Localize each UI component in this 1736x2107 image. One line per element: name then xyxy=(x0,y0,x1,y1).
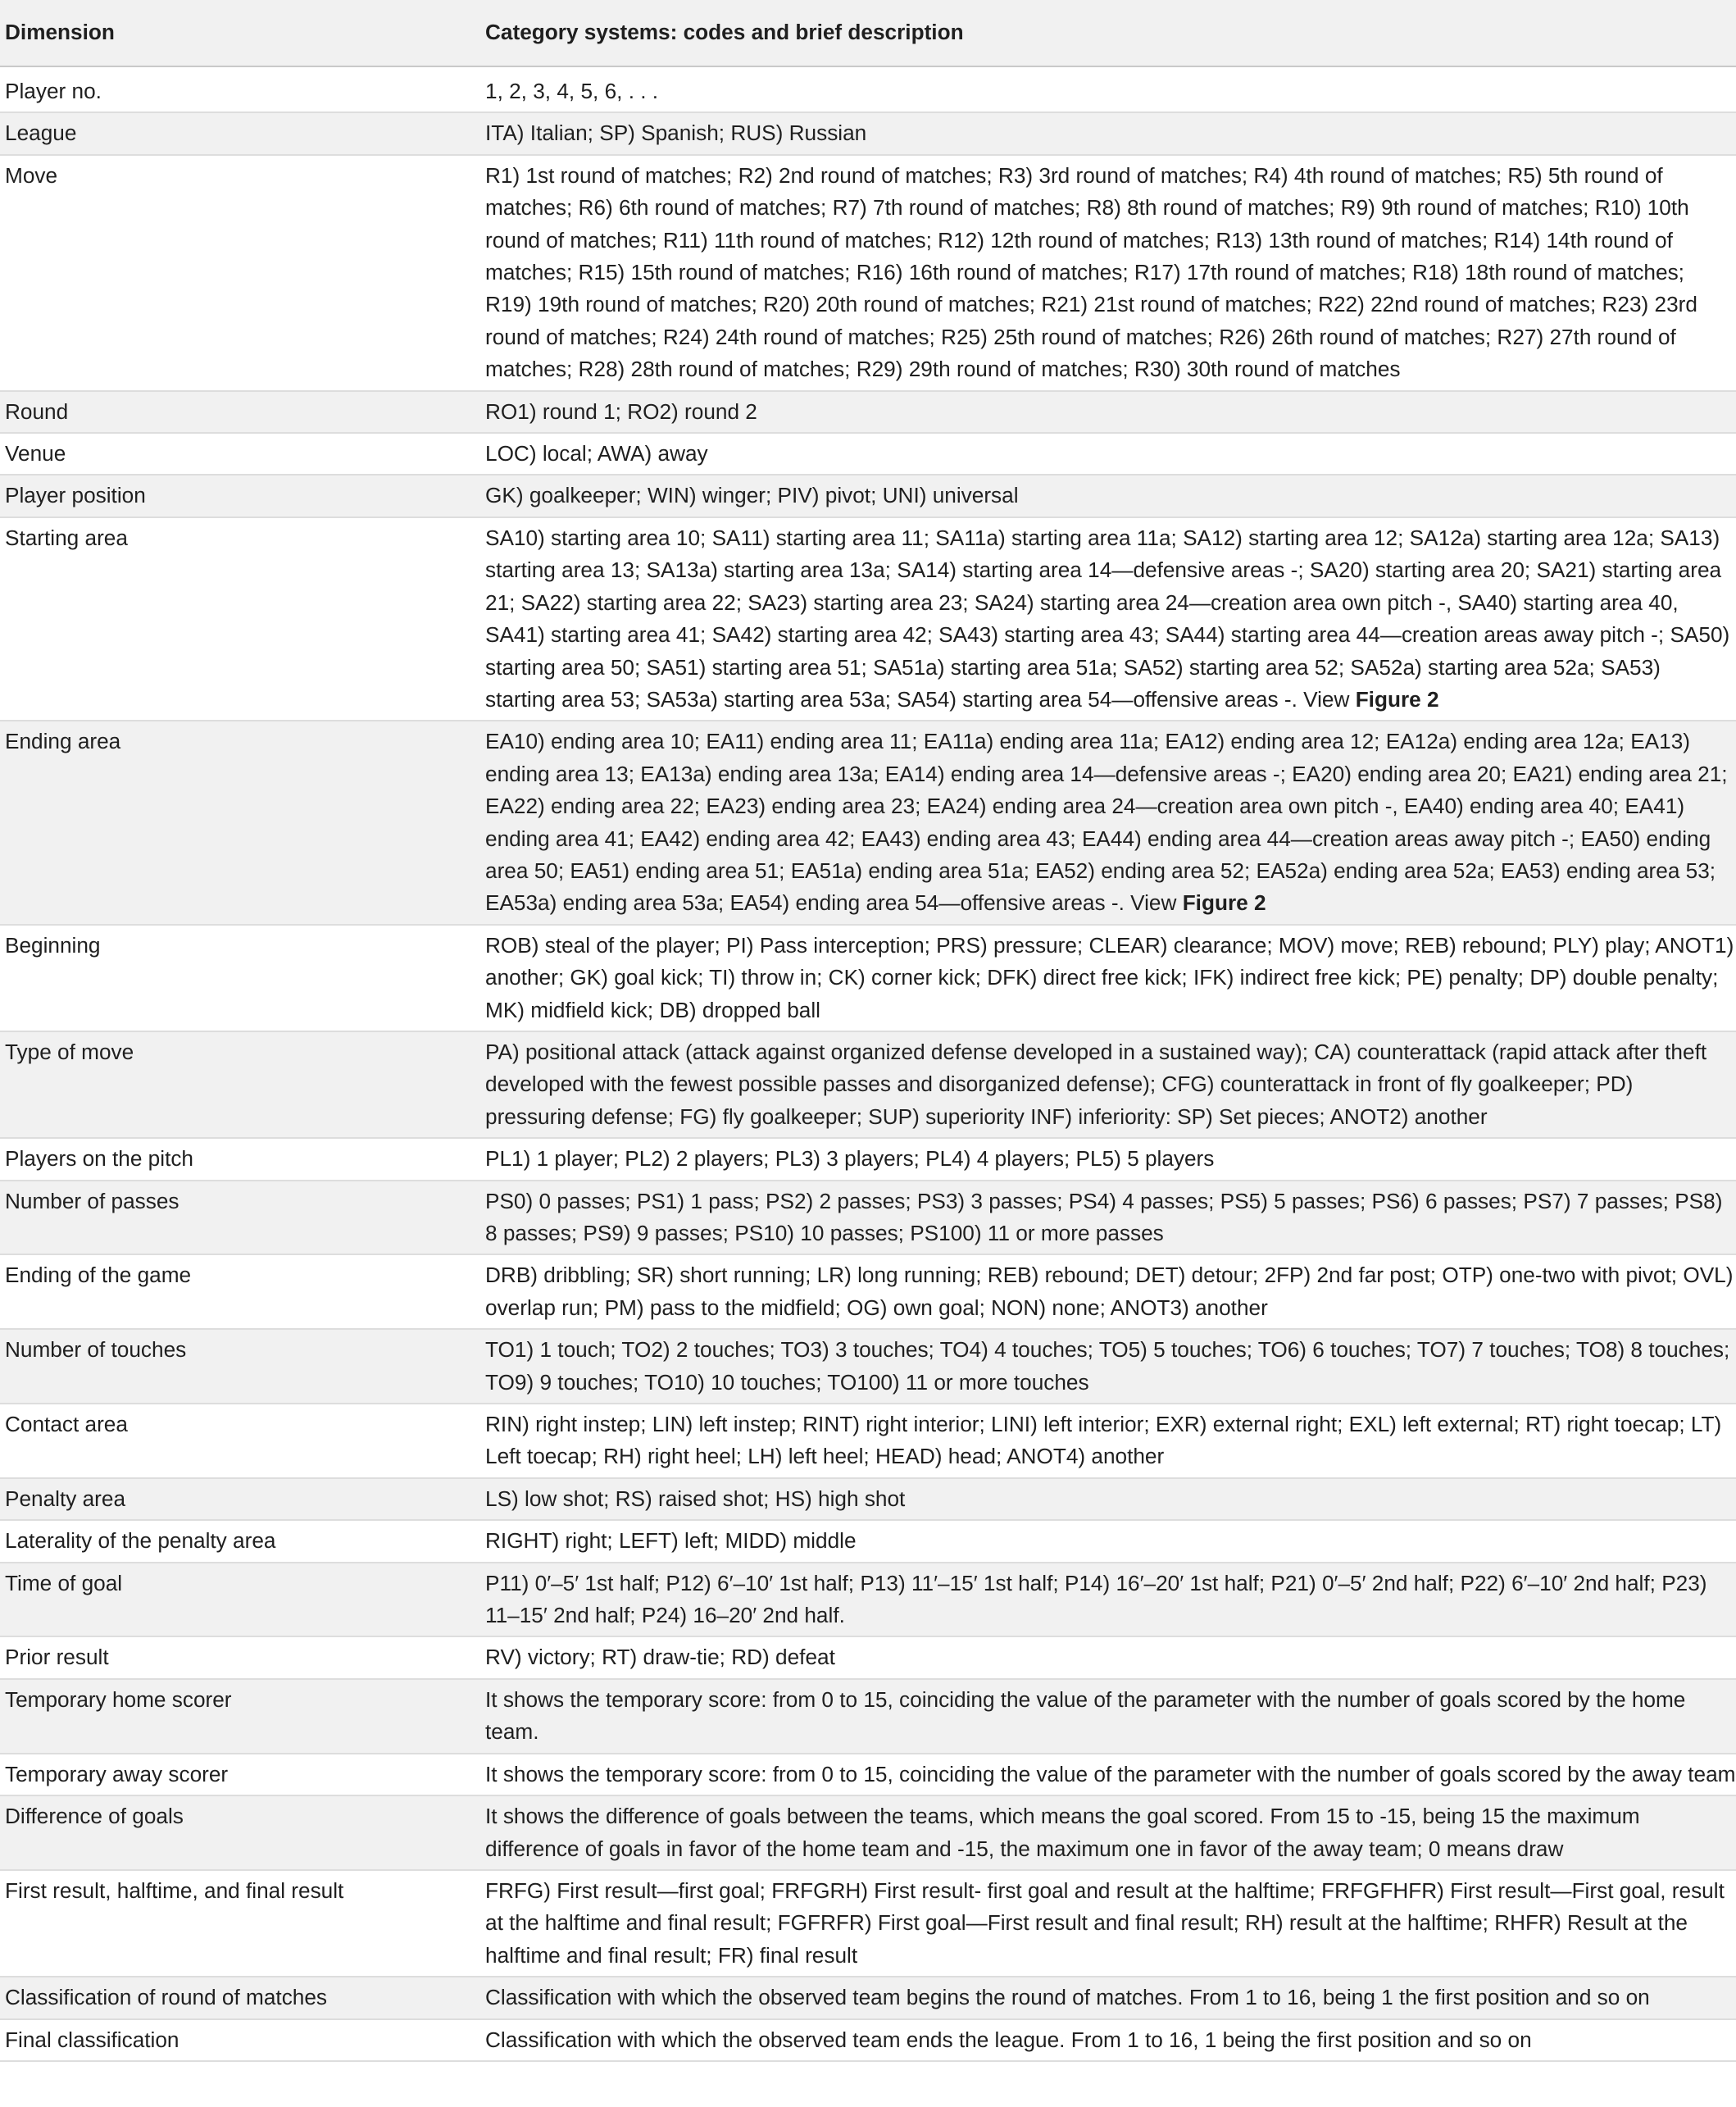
description-cell: TO1) 1 touch; TO2) 2 touches; TO3) 3 touches; TO4) 4 touches; TO5) 5 touches; TO6) 6 touches; TO7) 7 touches; TO8) 8 touches; TO9) 9 touches; TO10) 10 touches; TO100) 11 or more touches xyxy=(485,1329,1736,1404)
description-cell: PS0) 0 passes; PS1) 1 pass; PS2) 2 passes; PS3) 3 passes; PS4) 4 passes; PS5) 5 passes; PS6) 6 passes; PS7) 7 passes; PS8) 8 passes; PS9) 9 passes; PS10) 10 passes; PS100) 11 or more passes xyxy=(485,1181,1736,1255)
table-row xyxy=(0,391,1736,433)
dimension-cell: Contact area xyxy=(0,1404,485,1478)
description-text: EA10) ending area 10; EA11) ending area 11; EA11a) ending area 11a; EA12) ending area 12; EA12a) ending area 12a; EA13) ending area 13; EA13a) ending area 13a; EA14) ending area 14—defensive areas -; EA20) ending area 20; EA21) ending area 21; EA22) ending area 22; EA23) ending area 23; EA24) ending area 24—creation area own pitch -, EA40) ending area 40; EA41) ending area 41; EA42) ending area 42; EA43) ending area 43; EA44) ending area 44—creation areas away pitch -; EA50) ending area 50; EA51) ending area 51; EA51a) ending area 51a; EA52) ending area 52; EA52a) ending area 52a; EA53) ending area 53; EA53a) ending area 53a; EA54) ending area 54—offensive areas -. View xyxy=(485,729,1728,916)
description-cell: It shows the difference of goals between the teams, which means the goal scored. From 15 to -15, being 15 the maximum difference of goals in favor of the home team and -15, the maximum one in favor of the away team; 0 means draw xyxy=(485,1795,1736,1870)
description-cell: FRFG) First result—first goal; FRFGRH) First result- first goal and result at the halftime; FRFGFHFR) First result—First goal, result at the halftime and final result; FGFRFR) First goal—First result and final result; RH) result at the halftime; RHFR) Result at the halftime and final result; FR) final result xyxy=(485,1870,1736,1977)
table-row xyxy=(0,433,1736,475)
table-row xyxy=(0,1870,1736,1977)
table-row xyxy=(0,925,1736,1031)
dimension-cell: Classification of round of matches xyxy=(0,1977,485,2018)
table-row xyxy=(0,1795,1736,1870)
description-cell: ITA) Italian; SP) Spanish; RUS) Russian xyxy=(485,112,1736,154)
dimension-cell: Final classification xyxy=(0,2019,485,2061)
dimension-cell: Player no. xyxy=(0,66,485,112)
header-row xyxy=(0,0,1736,66)
table-row xyxy=(0,155,1736,391)
dimension-cell: Time of goal xyxy=(0,1563,485,1637)
table-row xyxy=(0,1636,1736,1678)
dimension-cell: Venue xyxy=(0,433,485,475)
description-cell: It shows the temporary score: from 0 to 15, coinciding the value of the parameter with the number of goals scored by the away team xyxy=(485,1754,1736,1795)
description-cell: PA) positional attack (attack against organized defense developed in a sustained way); CA) counterattack (rapid attack after theft developed with the fewest possible passes and disorganized defense); CFG) counterattack in front of fly goalkeeper; PD) pressuring defense; FG) fly goalkeeper; SUP) superiority INF) inferiority: SP) Set pieces; ANOT2) another xyxy=(485,1031,1736,1138)
description-cell: RO1) round 1; RO2) round 2 xyxy=(485,391,1736,433)
dimension-cell: Temporary away scorer xyxy=(0,1754,485,1795)
dimension-cell: League xyxy=(0,112,485,154)
dimension-cell: Type of move xyxy=(0,1031,485,1138)
description-cell: P11) 0′–5′ 1st half; P12) 6′–10′ 1st half; P13) 11′–15′ 1st half; P14) 16′–20′ 1st half; P21) 0′–5′ 2nd half; P22) 6′–10′ 2nd half; P23) 11–15′ 2nd half; P24) 16–20′ 2nd half. xyxy=(485,1563,1736,1637)
table-row xyxy=(0,66,1736,112)
dimension-cell: Round xyxy=(0,391,485,433)
dimension-cell: Ending area xyxy=(0,721,485,924)
dimension-cell: Difference of goals xyxy=(0,1795,485,1870)
table-row xyxy=(0,1138,1736,1180)
description-cell: R1) 1st round of matches; R2) 2nd round of matches; R3) 3rd round of matches; R4) 4th round of matches; R5) 5th round of matches; R6) 6th round of matches; R7) 7th round of matches; R8) 8th round of matches; R9) 9th round of matches; R10) 10th round of matches; R11) 11th round of matches; R12) 12th round of matches; R13) 13th round of matches; R14) 14th round of matches; R15) 15th round of matches; R16) 16th round of matches; R17) 17th round of matches; R18) 18th round of matches; R19) 19th round of matches; R20) 20th round of matches; R21) 21st round of matches; R22) 22nd round of matches; R23) 23rd round of matches; R24) 24th round of matches; R25) 25th round of matches; R26) 26th round of matches; R27) 27th round of matches; R28) 28th round of matches; R29) 29th round of matches; R30) 30th round of matches xyxy=(485,155,1736,391)
dimension-cell: Laterality of the penalty area xyxy=(0,1520,485,1562)
description-cell: RIN) right instep; LIN) left instep; RINT) right interior; LINI) left interior; EXR) external right; EXL) left external; RT) right toecap; LT) Left toecap; RH) right heel; LH) left heel; HEAD) head; ANOT4) another xyxy=(485,1404,1736,1478)
table-row xyxy=(0,1254,1736,1329)
description-cell: ROB) steal of the player; PI) Pass interception; PRS) pressure; CLEAR) clearance; MOV) move; REB) rebound; PLY) play; ANOT1) another; GK) goal kick; TI) throw in; CK) corner kick; DFK) direct free kick; IFK) indirect free kick; PE) penalty; DP) double penalty; MK) midfield kick; DB) dropped ball xyxy=(485,925,1736,1031)
dimension-cell: Players on the pitch xyxy=(0,1138,485,1180)
table-row xyxy=(0,1478,1736,1520)
description-cell: LS) low shot; RS) raised shot; HS) high shot xyxy=(485,1478,1736,1520)
table-row xyxy=(0,1520,1736,1562)
dimension-cell: Starting area xyxy=(0,517,485,721)
table-row xyxy=(0,1679,1736,1754)
dimension-cell: Number of touches xyxy=(0,1329,485,1404)
figure-2-link[interactable]: Figure 2 xyxy=(1182,890,1266,916)
table-row xyxy=(0,1329,1736,1404)
description-text: SA10) starting area 10; SA11) starting area 11; SA11a) starting area 11a; SA12) starting area 12; SA12a) starting area 12a; SA13) starting area 13; SA13a) starting area 13a; SA14) starting area 14—defensive areas -; SA20) starting area 20; SA21) starting area 21; SA22) starting area 22; SA23) starting area 23; SA24) starting area 24—creation area own pitch -, SA40) starting area 40, SA41) starting area 41; SA42) starting area 42; SA43) starting area 43; SA44) starting area 44—creation areas away pitch -; SA50) starting area 50; SA51) starting area 51; SA51a) starting area 51a; SA52) starting area 52; SA52a) starting area 52a; SA53) starting area 53; SA53a) starting area 53a; SA54) starting area 54—offensive areas -. View xyxy=(485,525,1730,712)
description-cell xyxy=(485,517,1736,721)
table-row xyxy=(0,1404,1736,1478)
description-cell: GK) goalkeeper; WIN) winger; PIV) pivot; UNI) universal xyxy=(485,475,1736,517)
description-cell: RIGHT) right; LEFT) left; MIDD) middle xyxy=(485,1520,1736,1562)
dimension-cell: Ending of the game xyxy=(0,1254,485,1329)
table-row xyxy=(0,1031,1736,1138)
description-cell: RV) victory; RT) draw-tie; RD) defeat xyxy=(485,1636,1736,1678)
table-header xyxy=(0,0,1736,66)
table-row xyxy=(0,721,1736,924)
dimension-cell: Beginning xyxy=(0,925,485,1031)
dimension-cell: Prior result xyxy=(0,1636,485,1678)
description-cell: LOC) local; AWA) away xyxy=(485,433,1736,475)
description-cell xyxy=(485,721,1736,924)
description-cell: Classification with which the observed team ends the league. From 1 to 16, 1 being the first position and so on xyxy=(485,2019,1736,2061)
table-row xyxy=(0,475,1736,517)
dimension-cell: First result, halftime, and final result xyxy=(0,1870,485,1977)
figure-2-link[interactable]: Figure 2 xyxy=(1355,686,1439,712)
description-cell: PL1) 1 player; PL2) 2 players; PL3) 3 players; PL4) 4 players; PL5) 5 players xyxy=(485,1138,1736,1180)
header-dimension: Dimension xyxy=(0,0,485,66)
table-row xyxy=(0,1977,1736,2018)
dimension-cell: Temporary home scorer xyxy=(0,1679,485,1754)
table-row xyxy=(0,1563,1736,1637)
dimension-cell: Move xyxy=(0,155,485,391)
description-cell: Classification with which the observed team begins the round of matches. From 1 to 16, being 1 the first position and so on xyxy=(485,1977,1736,2018)
description-cell: It shows the temporary score: from 0 to 15, coinciding the value of the parameter with the number of goals scored by the home team. xyxy=(485,1679,1736,1754)
table-row xyxy=(0,2019,1736,2061)
table-body xyxy=(0,66,1736,2061)
description-cell: 1, 2, 3, 4, 5, 6, . . . xyxy=(485,66,1736,112)
description-cell: DRB) dribbling; SR) short running; LR) long running; REB) rebound; DET) detour; 2FP) 2nd far post; OTP) one-two with pivot; OVL) overlap run; PM) pass to the midfield; OG) own goal; NON) none; ANOT3) another xyxy=(485,1254,1736,1329)
table-row xyxy=(0,112,1736,154)
dimension-cell: Player position xyxy=(0,475,485,517)
header-category-systems: Category systems: codes and brief description xyxy=(485,0,1736,66)
table-row xyxy=(0,517,1736,721)
table-row xyxy=(0,1754,1736,1795)
dimension-cell: Penalty area xyxy=(0,1478,485,1520)
table-row xyxy=(0,1181,1736,1255)
dimension-cell: Number of passes xyxy=(0,1181,485,1255)
